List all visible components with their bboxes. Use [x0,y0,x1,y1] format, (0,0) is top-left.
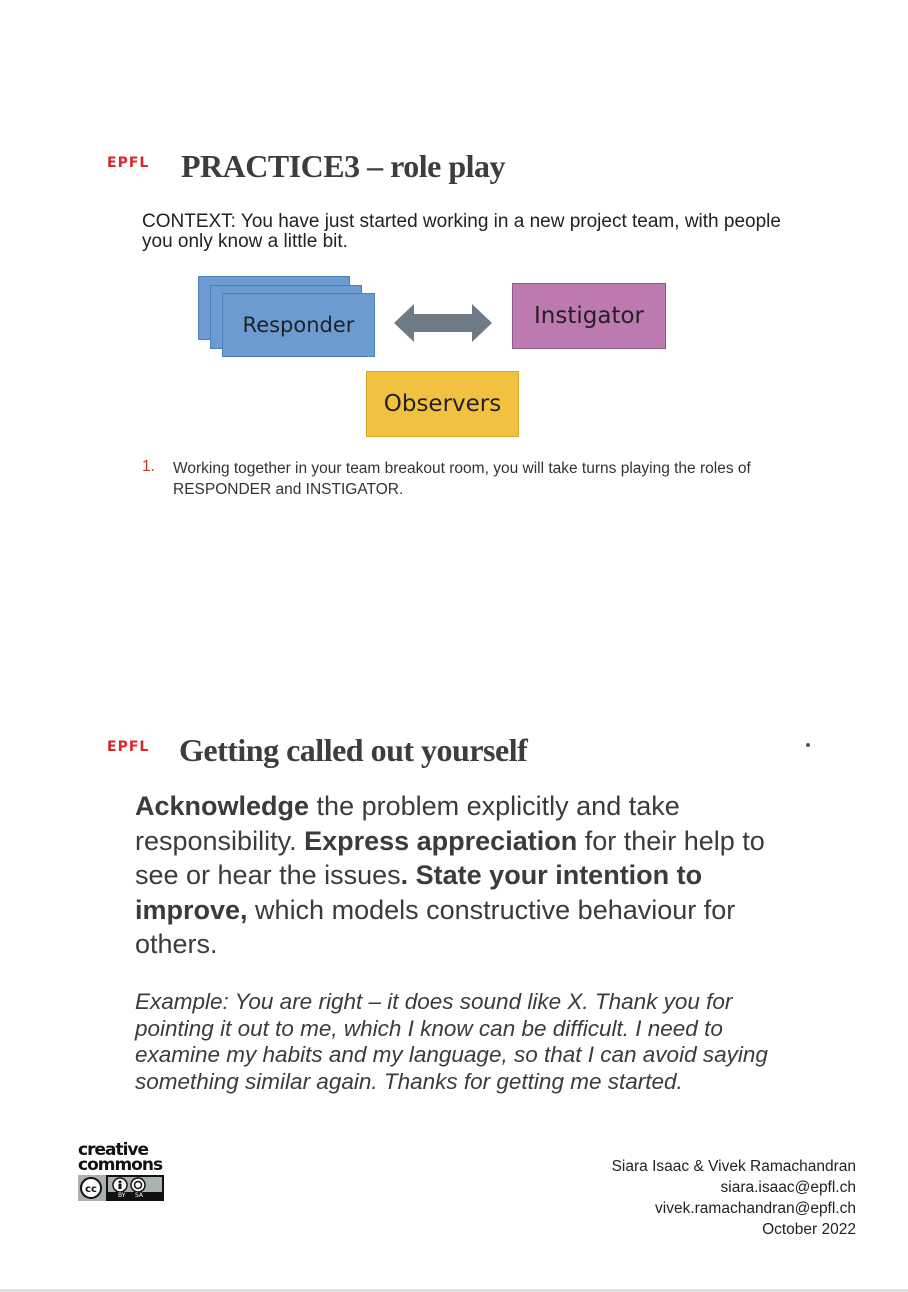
credits-block [520,1156,856,1240]
instigator-box [512,283,666,349]
paragraph-text-2: for their help to see or hear the issues [135,825,765,890]
authors: Siara Isaac & Vivek Ramachandran [611,1158,856,1175]
observers-box [366,371,519,437]
paragraph-text-1: the problem explicitly and take responsibility. [135,791,680,856]
paragraph-text-3: which models constructive behaviour for others. [135,894,736,959]
epfl-logo: EPFL [107,155,150,171]
slide2-title: Getting called out yourself [179,732,528,768]
email-vivek[interactable]: vivek.ramachandran@epfl.ch [655,1200,856,1217]
dot-marker [806,743,810,747]
svg-text:cc: cc [85,1184,97,1195]
express-appreciation-bold: Express appreciation [304,825,578,856]
list-item-number: 1. [142,458,155,475]
cc-sa-label: SA [135,1192,144,1199]
cc-line-1: creative [78,1140,149,1160]
acknowledge-bold: Acknowledge [135,791,310,821]
epfl-logo-2: EPFL [107,739,150,755]
responder-box [222,293,375,357]
example-text: Example: You are right – it does sound like X. Thank you for pointing it out to me, which I know can be difficult. I need to examine my habits and my language, so that I can avoid saying something similar again. Thanks for getting me started. [135,989,768,1094]
cc-by-label: BY [118,1192,126,1199]
instigator-label: Instigator [534,303,644,329]
main-paragraph [135,789,785,962]
cc-line-2: commons [78,1155,163,1175]
state-intention-bold: . State your intention to improve, [135,860,703,925]
email-siara[interactable]: siara.isaac@epfl.ch [720,1179,856,1196]
double-arrow-icon [392,302,494,344]
list-item: Working together in your team breakout room, you will take turns playing the roles of RESPONDER and INSTIGATOR. [173,460,751,498]
creative-commons-logo [78,1140,166,1201]
slide-title: PRACTICE3 – role play [181,148,506,184]
observers-label: Observers [383,391,502,417]
date: October 2022 [762,1221,856,1238]
responder-label: Responder [242,313,355,337]
cc-badge [78,1175,164,1201]
context-text: CONTEXT: You have just started working in a new project team, with people you only know a little bit. [142,211,781,252]
